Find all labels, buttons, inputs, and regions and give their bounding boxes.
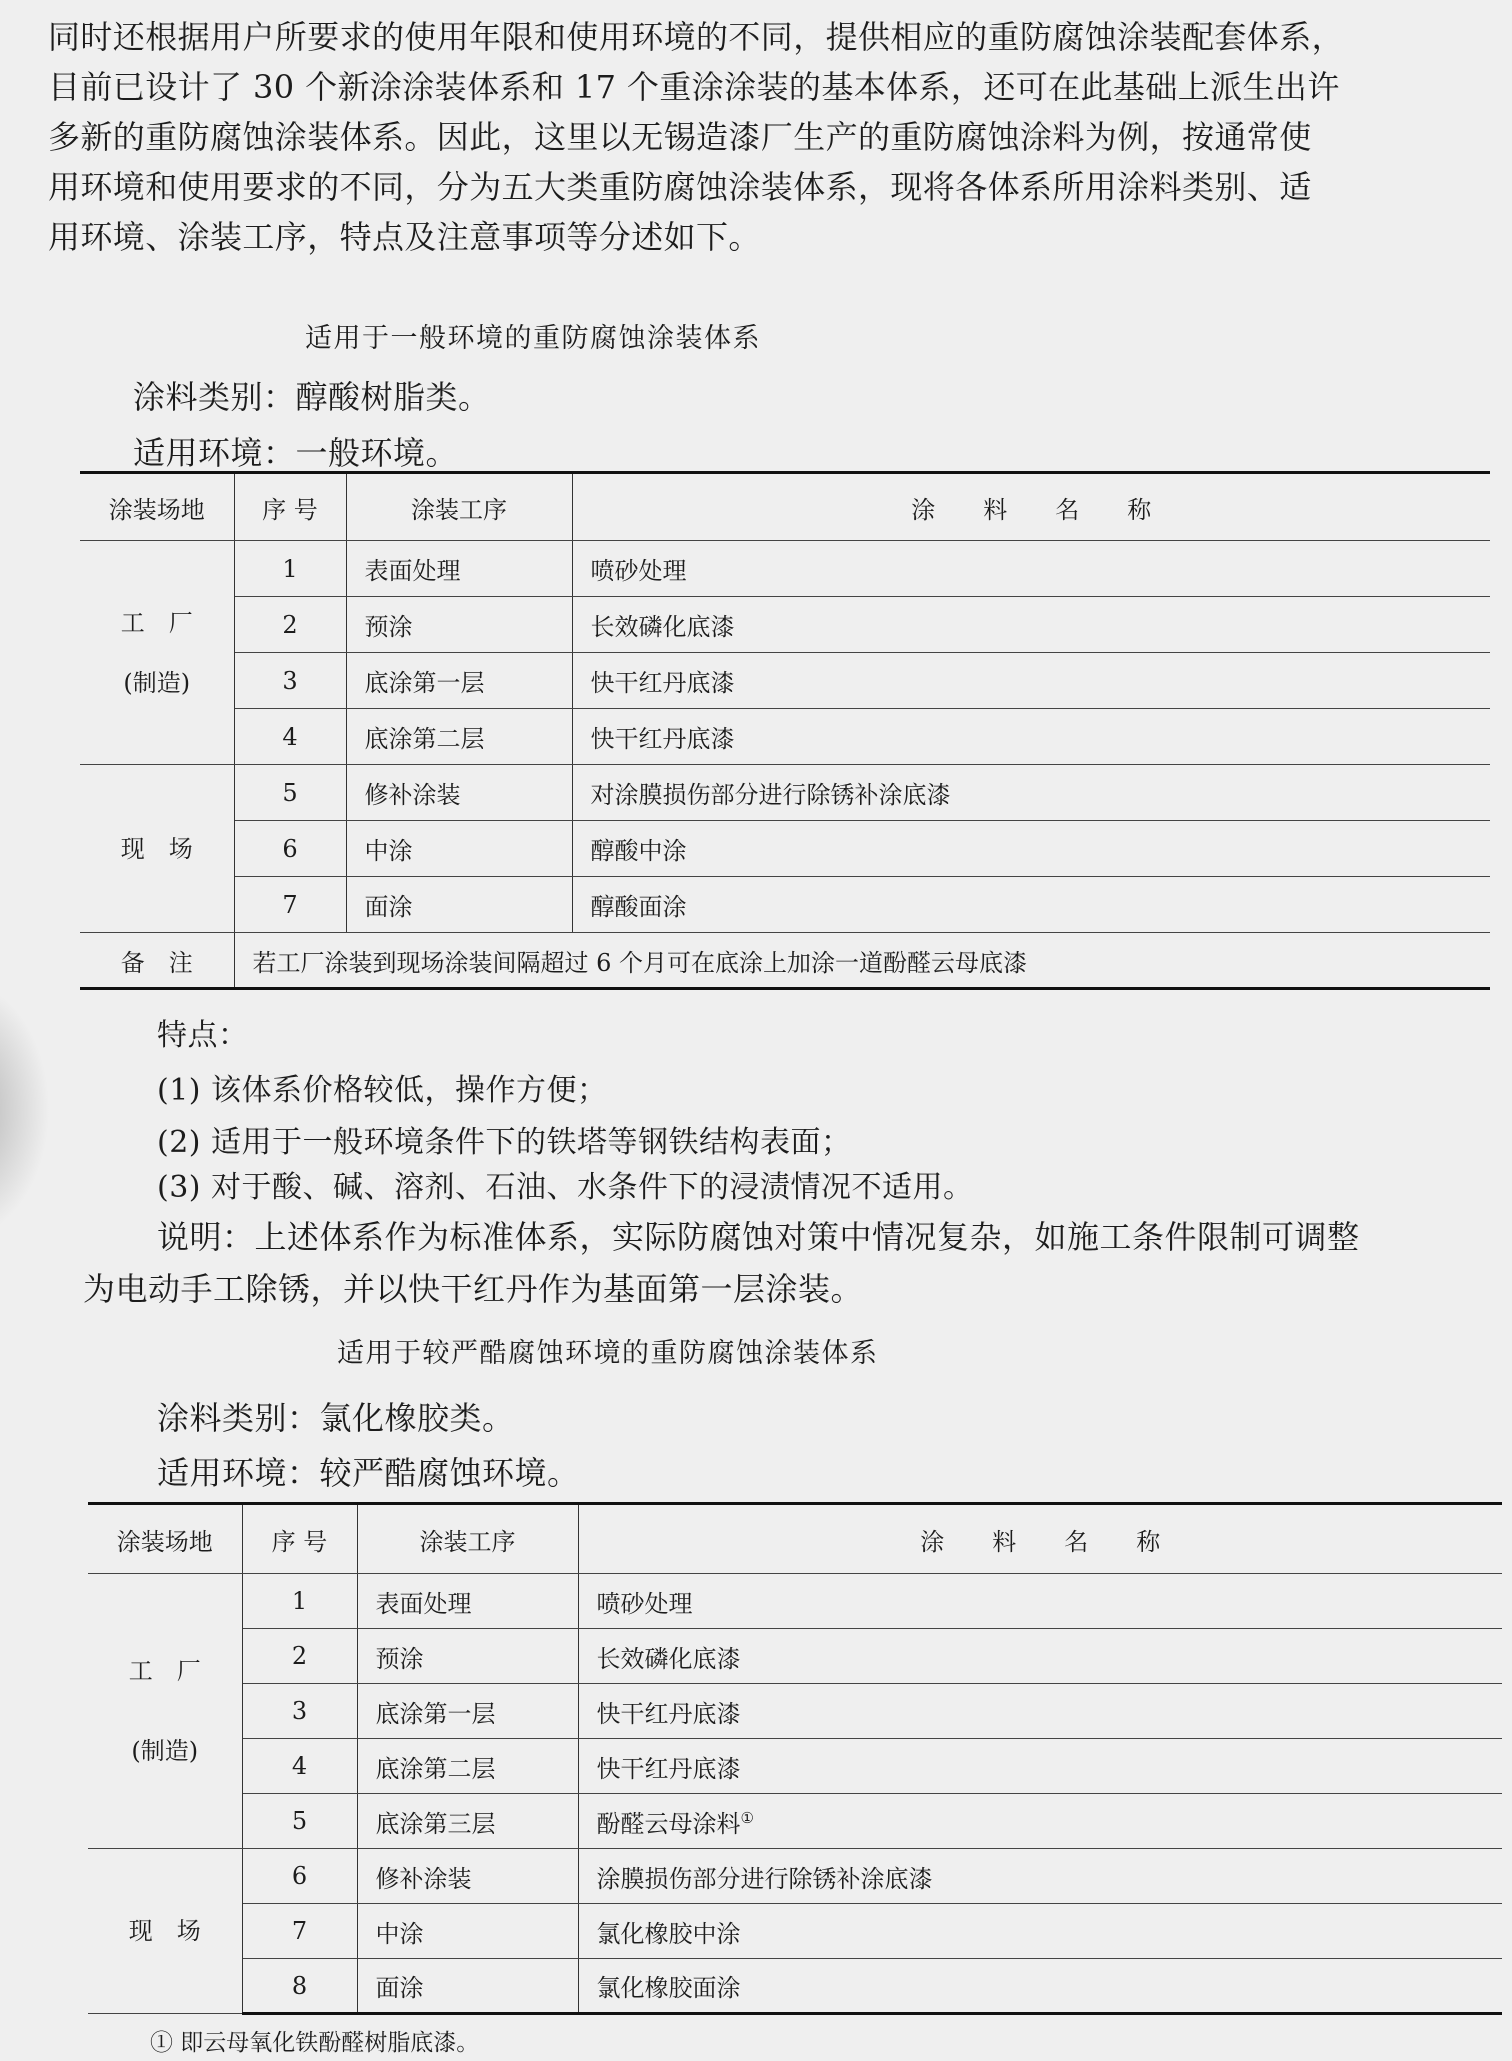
header-site: 涂装场地 (80, 473, 234, 541)
features-title: 特点： (157, 1018, 249, 1053)
row-coating-name: 醇酸中涂 (572, 821, 1490, 877)
intro-line: 多新的重防腐蚀涂装体系。因此，这里以无锡造漆厂生产的重防腐蚀涂料为例，按通常使 (48, 118, 1312, 156)
row-coating-name: 涂膜损伤部分进行除锈补涂底漆 (578, 1849, 1502, 1904)
footnote-marker: ① (740, 1808, 754, 1827)
site-factory: 工 厂 (120, 608, 193, 637)
site-factory: 工 厂 (128, 1657, 201, 1685)
remark-label: 备 注 (80, 933, 234, 989)
site-field: 现 场 (128, 1917, 201, 1945)
table-row (80, 597, 1490, 653)
row-no: 5 (242, 1794, 357, 1849)
row-coating-name: 酚醛云母涂料 (596, 1809, 741, 1838)
row-process: 底涂第二层 (346, 709, 572, 765)
remark-text: 若工厂涂装到现场涂装间隔超过 6 个月可在底涂上加涂一道酚醛云母底漆 (234, 933, 1490, 989)
row-process: 预涂 (346, 597, 572, 653)
row-process: 面涂 (346, 877, 572, 933)
section2-title: 适用于较严酷腐蚀环境的重防腐蚀涂装体系 (337, 1338, 879, 1369)
row-coating-name: 快干红丹底漆 (572, 709, 1490, 765)
table-row (80, 765, 1490, 821)
row-coating-name: 长效磷化底漆 (572, 597, 1490, 653)
table-row (80, 709, 1490, 765)
intro-line: 目前已设计了 30 个新涂涂装体系和 17 个重涂涂装的基本体系，还可在此基础上派生出许 (48, 68, 1340, 106)
row-coating-name: 氯化橡胶面涂 (578, 1959, 1502, 2014)
row-coating-name: 氯化橡胶中涂 (578, 1904, 1502, 1959)
note-line: 说明：上述体系作为标准体系，实际防腐蚀对策中情况复杂，如施工条件限制可调整 (157, 1218, 1360, 1256)
row-coating-name: 长效磷化底漆 (578, 1629, 1502, 1684)
row-no: 5 (234, 765, 346, 821)
section1-coating-type: 涂料类别：醇酸树脂类。 (133, 378, 491, 416)
header-no: 序 号 (234, 473, 346, 541)
row-no: 6 (242, 1849, 357, 1904)
section1-title: 适用于一般环境的重防腐蚀涂装体系 (305, 323, 761, 354)
section1-environment: 适用环境：一般环境。 (133, 434, 459, 472)
row-process: 表面处理 (357, 1574, 578, 1629)
table-row (88, 1794, 1502, 1849)
row-coating-name: 喷砂处理 (578, 1574, 1502, 1629)
intro-line: 同时还根据用户所要求的使用年限和使用环境的不同，提供相应的重防腐蚀涂装配套体系， (48, 18, 1345, 56)
row-no: 1 (234, 541, 346, 597)
row-process: 底涂第三层 (357, 1794, 578, 1849)
feature-item: (3) 对于酸、碱、溶剂、石油、水条件下的浸渍情况不适用。 (157, 1170, 974, 1205)
table-row (80, 877, 1490, 933)
row-process: 中涂 (346, 821, 572, 877)
site-field-cell (88, 1849, 242, 2014)
row-no: 2 (234, 597, 346, 653)
site-field: 现 场 (120, 834, 193, 863)
table-header-row (88, 1504, 1502, 1574)
row-coating-name: 快干红丹底漆 (578, 1684, 1502, 1739)
row-process: 修补涂装 (357, 1849, 578, 1904)
row-no: 6 (234, 821, 346, 877)
header-process: 涂装工序 (346, 473, 572, 541)
section2-coating-type: 涂料类别：氯化橡胶类。 (157, 1399, 515, 1437)
row-coating-name: 快干红丹底漆 (572, 653, 1490, 709)
header-coating-name: 涂 料 名 称 (578, 1504, 1502, 1574)
row-no: 8 (242, 1959, 357, 2014)
table-header-row (80, 473, 1490, 541)
table-remark-row (80, 933, 1490, 989)
table-row (80, 821, 1490, 877)
header-process: 涂装工序 (357, 1504, 578, 1574)
row-process: 预涂 (357, 1629, 578, 1684)
feature-item: (1) 该体系价格较低，操作方便； (157, 1073, 608, 1108)
table-row (88, 1959, 1502, 2014)
footnote: ① 即云母氧化铁酚醛树脂底漆。 (150, 2030, 480, 2056)
site-factory-cell (80, 541, 234, 765)
row-no: 7 (242, 1904, 357, 1959)
row-process: 修补涂装 (346, 765, 572, 821)
intro-line: 用环境和使用要求的不同，分为五大类重防腐蚀涂装体系，现将各体系所用涂料类别、适 (48, 168, 1312, 206)
site-factory-note: (制造) (123, 668, 191, 697)
feature-item: (2) 适用于一般环境条件下的铁塔等钢铁结构表面； (157, 1125, 852, 1160)
row-coating-name: 醇酸面涂 (572, 877, 1490, 933)
row-process: 底涂第一层 (357, 1684, 578, 1739)
row-process: 面涂 (357, 1959, 578, 2014)
row-coating-name-cell (578, 1794, 1502, 1849)
table-row (88, 1574, 1502, 1629)
row-no: 1 (242, 1574, 357, 1629)
row-process: 表面处理 (346, 541, 572, 597)
site-factory-note: (制造) (131, 1737, 199, 1765)
row-process: 中涂 (357, 1904, 578, 1959)
row-no: 4 (242, 1739, 357, 1794)
row-no: 3 (242, 1684, 357, 1739)
table-row (80, 653, 1490, 709)
header-coating-name: 涂 料 名 称 (572, 473, 1490, 541)
row-no: 4 (234, 709, 346, 765)
table-row (88, 1904, 1502, 1959)
section1-table (80, 471, 1490, 990)
table-row (88, 1629, 1502, 1684)
section2-table (88, 1502, 1502, 2015)
row-no: 3 (234, 653, 346, 709)
row-coating-name: 快干红丹底漆 (578, 1739, 1502, 1794)
intro-line: 用环境、涂装工序，特点及注意事项等分述如下。 (48, 218, 761, 256)
intro-paragraph (48, 12, 1498, 262)
row-process: 底涂第一层 (346, 653, 572, 709)
note-line: 为电动手工除锈，并以快干红丹作为基面第一层涂装。 (83, 1270, 864, 1308)
site-field-cell (80, 765, 234, 933)
row-process: 底涂第二层 (357, 1739, 578, 1794)
finger-shadow (0, 980, 50, 1240)
table-row (88, 1684, 1502, 1739)
row-coating-name: 对涂膜损伤部分进行除锈补涂底漆 (572, 765, 1490, 821)
header-no: 序 号 (242, 1504, 357, 1574)
row-coating-name: 喷砂处理 (572, 541, 1490, 597)
section2-environment: 适用环境：较严酷腐蚀环境。 (157, 1454, 580, 1492)
table-row (88, 1849, 1502, 1904)
table-row (88, 1739, 1502, 1794)
row-no: 7 (234, 877, 346, 933)
row-no: 2 (242, 1629, 357, 1684)
site-factory-cell (88, 1574, 242, 1849)
header-site: 涂装场地 (88, 1504, 242, 1574)
table-row (80, 541, 1490, 597)
